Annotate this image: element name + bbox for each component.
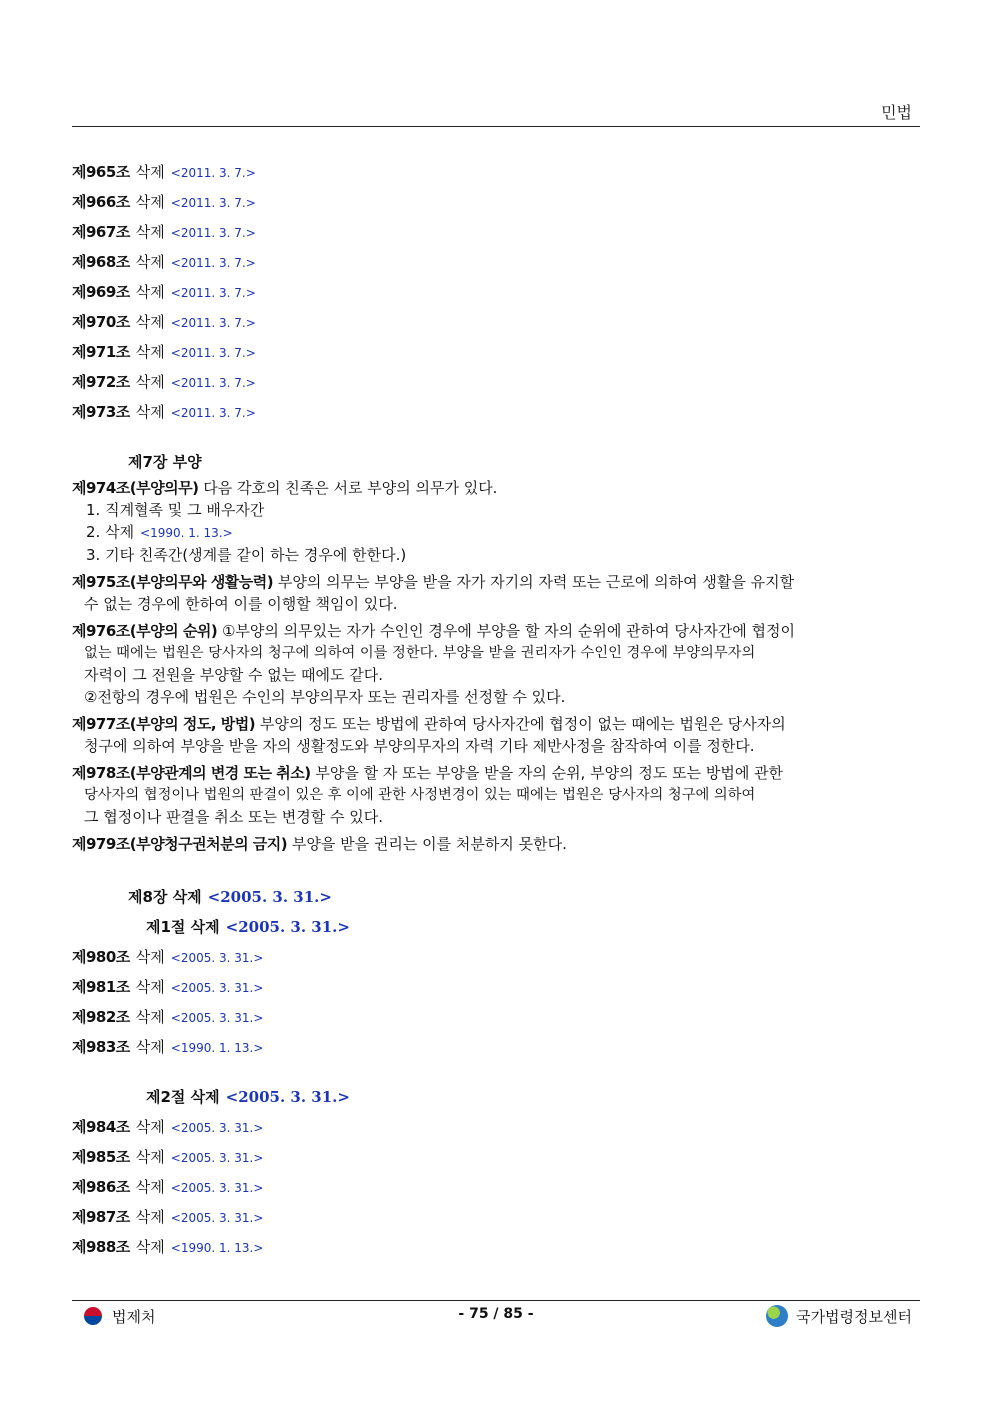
- article-heading: 제978조(부양관계의 변경 또는 취소): [72, 764, 311, 782]
- amendment-date: <1990. 1. 13.>: [140, 526, 233, 540]
- deleted-article-row: [72, 1232, 920, 1262]
- document-title: 민법: [881, 103, 912, 122]
- amendment-date: <2005. 3. 31.>: [170, 1151, 264, 1165]
- article-heading: 제975조(부양의무와 생활능력): [72, 573, 274, 591]
- article-978: [72, 762, 920, 828]
- amendment-date: <2005. 3. 31.>: [170, 1121, 264, 1135]
- list-item: [72, 521, 920, 544]
- article-text: 당사자의 협정이나 법원의 판결이 있은 후 이에 관한 사정변경이 있는 때에는 법원은 당사자의 청구에 의하여: [84, 787, 756, 803]
- section-title: 제2절 삭제: [146, 1088, 220, 1106]
- deleted-label: 삭제: [135, 1178, 165, 1196]
- deleted-article-row: [72, 247, 920, 277]
- deleted-label: 삭제: [135, 948, 165, 966]
- article-number: 제973조: [72, 403, 130, 421]
- amendment-date: <2011. 3. 7.>: [170, 406, 256, 420]
- amendment-date: <2005. 3. 31.>: [170, 1181, 264, 1195]
- amendment-date: <2011. 3. 7.>: [170, 316, 256, 330]
- article-text: 자력이 그 전원을 부양할 수 없는 때에도 같다.: [84, 666, 383, 684]
- deleted-label: 삭제: [135, 283, 165, 301]
- amendment-date: <2011. 3. 7.>: [170, 166, 256, 180]
- amendment-date: <2005. 3. 31.>: [225, 918, 350, 936]
- article-number: 제971조: [72, 343, 130, 361]
- deleted-article-row: [72, 337, 920, 367]
- list-item: 1. 직계혈족 및 그 배우자간: [86, 501, 265, 519]
- article-text: 부양의 의무는 부양을 받을 자가 자기의 자력 또는 근로에 의하여 생활을 유지할: [277, 573, 795, 591]
- publisher-name: 법제처: [112, 1307, 156, 1326]
- deleted-label: 삭제: [135, 1118, 165, 1136]
- article-number: 제984조: [72, 1118, 130, 1136]
- article-976: [72, 620, 920, 708]
- deleted-article-row: [72, 1032, 920, 1062]
- amendment-date: <2011. 3. 7.>: [170, 346, 256, 360]
- article-number: 제985조: [72, 1148, 130, 1166]
- deleted-article-row: [72, 1202, 920, 1232]
- deleted-articles-list: [72, 942, 920, 1062]
- section-heading: [72, 1082, 920, 1112]
- article-number: 제968조: [72, 253, 130, 271]
- article-text: 그 협정이나 판결을 취소 또는 변경할 수 있다.: [84, 808, 383, 826]
- deleted-label: 삭제: [135, 373, 165, 391]
- deleted-label: 삭제: [135, 1038, 165, 1056]
- section-title: 제1절 삭제: [146, 918, 220, 936]
- amendment-date: <2005. 3. 31.>: [170, 981, 264, 995]
- deleted-label: 삭제: [135, 1238, 165, 1256]
- amendment-date: <2011. 3. 7.>: [170, 376, 256, 390]
- amendment-date: <2005. 3. 31.>: [170, 1011, 264, 1025]
- article-974: [72, 477, 920, 566]
- deleted-label: 삭제: [135, 223, 165, 241]
- amendment-date: <2005. 3. 31.>: [225, 1088, 350, 1106]
- article-number: 제982조: [72, 1008, 130, 1026]
- item-text: 2. 삭제: [86, 523, 135, 541]
- article-heading: 제977조(부양의 정도, 방법): [72, 715, 256, 733]
- article-number: 제988조: [72, 1238, 130, 1256]
- deleted-article-row: [72, 1112, 920, 1142]
- article-975: [72, 571, 920, 615]
- deleted-articles-list: [72, 1112, 920, 1262]
- article-number: 제966조: [72, 193, 130, 211]
- deleted-label: 삭제: [135, 1008, 165, 1026]
- article-text: 청구에 의하여 부양을 받을 자의 생활정도와 부양의무자의 자력 기타 제반사정을 참작하여 이를 정한다.: [84, 737, 755, 755]
- article-number: 제987조: [72, 1208, 130, 1226]
- deleted-article-row: [72, 1002, 920, 1032]
- amendment-date: <2011. 3. 7.>: [170, 226, 256, 240]
- deleted-label: 삭제: [135, 313, 165, 331]
- article-text: ②전항의 경우에 법원은 수인의 부양의무자 또는 권리자를 선정할 수 있다.: [84, 688, 566, 706]
- center-name: 국가법령정보센터: [796, 1307, 912, 1326]
- deleted-articles-list: [72, 157, 920, 427]
- amendment-date: <2011. 3. 7.>: [170, 196, 256, 210]
- article-text: 수 없는 경우에 한하여 이를 이행할 책임이 있다.: [84, 595, 398, 613]
- article-heading: 제979조(부양청구권처분의 금지): [72, 835, 288, 853]
- deleted-article-row: [72, 1142, 920, 1172]
- deleted-label: 삭제: [135, 193, 165, 211]
- article-heading: 제976조(부양의 순위): [72, 622, 218, 640]
- deleted-article-row: [72, 1172, 920, 1202]
- deleted-article-row: [72, 217, 920, 247]
- amendment-date: <2011. 3. 7.>: [170, 286, 256, 300]
- deleted-label: 삭제: [135, 978, 165, 996]
- article-number: 제965조: [72, 163, 130, 181]
- deleted-article-row: [72, 187, 920, 217]
- article-977: [72, 713, 920, 757]
- deleted-label: 삭제: [135, 1208, 165, 1226]
- amendment-date: <2011. 3. 7.>: [170, 256, 256, 270]
- deleted-article-row: [72, 157, 920, 187]
- article-number: 제970조: [72, 313, 130, 331]
- article-text: 부양의 정도 또는 방법에 관하여 당사자간에 협정이 없는 때에는 법원은 당사자의: [259, 715, 786, 733]
- amendment-date: <2005. 3. 31.>: [170, 1211, 264, 1225]
- article-heading: 제974조(부양의무): [72, 479, 199, 497]
- deleted-article-row: [72, 972, 920, 1002]
- amendment-date: <2005. 3. 31.>: [170, 951, 264, 965]
- footer-center-name: [766, 1304, 912, 1328]
- page-number: - 75 / 85 -: [458, 1306, 534, 1322]
- deleted-label: 삭제: [135, 253, 165, 271]
- article-number: 제969조: [72, 283, 130, 301]
- chapter-title: 제8장 삭제: [128, 888, 202, 906]
- article-number: 제980조: [72, 948, 130, 966]
- law-info-center-logo-icon: [766, 1305, 788, 1327]
- header-divider: [72, 126, 920, 127]
- article-number: 제983조: [72, 1038, 130, 1056]
- article-number: 제986조: [72, 1178, 130, 1196]
- deleted-article-row: [72, 397, 920, 427]
- article-number: 제967조: [72, 223, 130, 241]
- article-text: 부양을 할 자 또는 부양을 받을 자의 순위, 부양의 정도 또는 방법에 관한: [315, 764, 784, 782]
- chapter-heading: 제7장 부양: [128, 453, 202, 471]
- article-text: 부양을 받을 권리는 이를 처분하지 못한다.: [291, 835, 567, 853]
- article-text: 다음 각호의 친족은 서로 부양의 의무가 있다.: [203, 479, 498, 497]
- deleted-label: 삭제: [135, 403, 165, 421]
- amendment-date: <1990. 1. 13.>: [170, 1241, 264, 1255]
- article-979: [72, 833, 920, 855]
- chapter-heading: [72, 882, 920, 912]
- amendment-date: <2005. 3. 31.>: [207, 888, 332, 906]
- deleted-label: 삭제: [135, 1148, 165, 1166]
- article-text: ①부양의 의무있는 자가 수인인 경우에 부양을 할 자의 순위에 관하여 당사자간에 협정이: [221, 622, 796, 640]
- document-body: [72, 157, 920, 1262]
- amendment-date: <1990. 1. 13.>: [170, 1041, 264, 1055]
- article-text: 없는 때에는 법원은 당사자의 청구에 의하여 이를 정한다. 부양을 받을 권리자가 수인인 경우에 부양의무자의: [84, 645, 756, 661]
- deleted-article-row: [72, 307, 920, 337]
- deleted-article-row: [72, 277, 920, 307]
- deleted-label: 삭제: [135, 343, 165, 361]
- deleted-article-row: [72, 942, 920, 972]
- article-number: 제981조: [72, 978, 130, 996]
- deleted-article-row: [72, 367, 920, 397]
- section-heading: [72, 912, 920, 942]
- list-item: 3. 기타 친족간(생계를 같이 하는 경우에 한한다.): [86, 546, 407, 564]
- article-number: 제972조: [72, 373, 130, 391]
- deleted-label: 삭제: [135, 163, 165, 181]
- footer-divider: [72, 1300, 920, 1301]
